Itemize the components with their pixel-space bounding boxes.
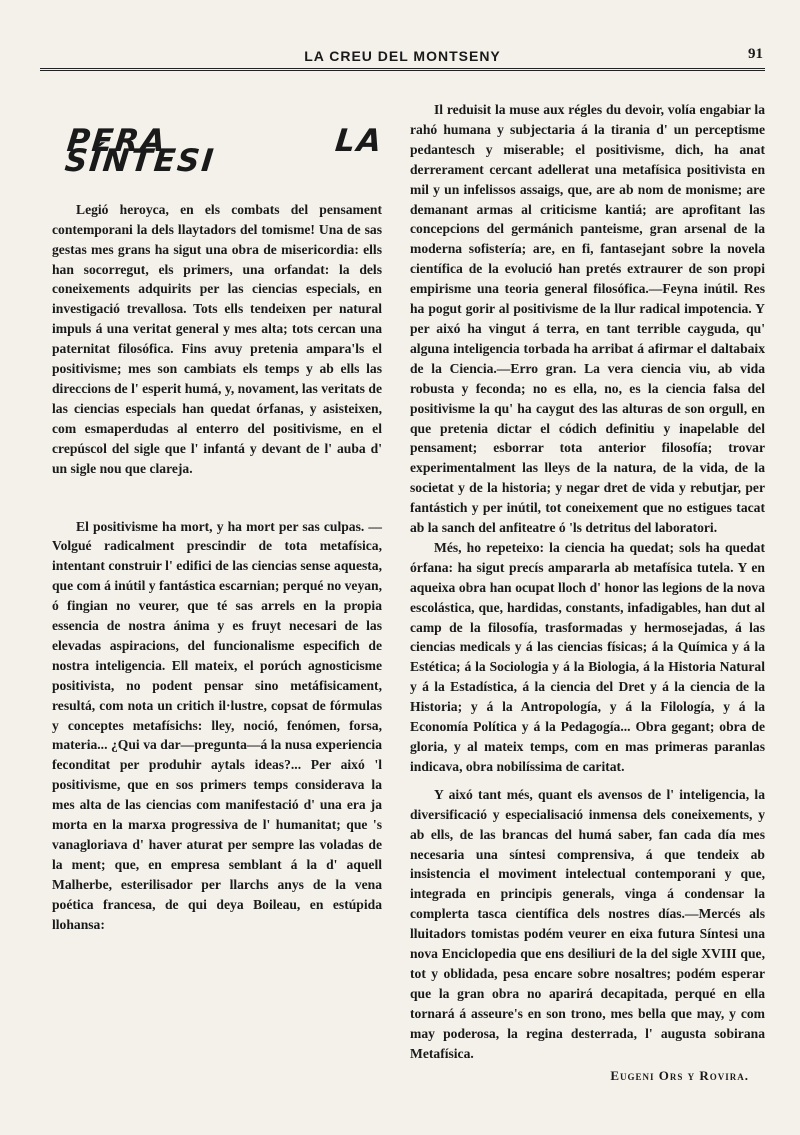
right-column	[410, 100, 765, 1085]
paragraph: Legió heroyca, en els combats del pensament contemporani la dels llaytadors del tomisme! Una de sas gestas mes grans ha sigut una obra de misericordia: ells han socorregut, els primers, una orfandat: la dels coneixements adquirits per las ciencias especials, en investigació trevallosa. Tots ells tendeixen per natural impuls á una veritat general y mes alta; tots cercan una paternitat filosófica. Fins avuy pretenia ampara'ls el positivisme; mes son cambiats els temps y ab ells las direccions de l' esperit humá, y, novament, las veritats de las ciencias especials han quedat órfanas, y asisteixen, com esmaperdudas al enterro del positivisme, en el crepúscol del sigle que l' infantá y devant de l' auba d' un sigle nou que clareja.	[52, 201, 382, 476]
page-number: 91	[748, 46, 763, 62]
paragraph: Més, ho repeteixo: la ciencia ha quedat; sols ha quedat órfana: ha sigut precís ampararla ab metafísica tutela. Y en aqueixa obra han ocupat lloch d' honor las legions de la nova escolástica, que, hardidas, constants, infadigables, han dut al camp de la filosofía, trasformadas y hermosejadas, á las ciencias medicals y á las ciencias físicas; á la Química y á la Estética; á la Sociologia y á la Biologia, á la Historia Natural y á la Estadística, á la ciencia del Dret y á la ciencia de la Historia; y á la Antropología, y á la Filología, y á la Economía Política y á la Pedagogía... Obra gegant; obra de gloria, y al mateix temps, com en mas primeras paranlas indicava, obra nobilíssima de caritat.	[410, 539, 765, 774]
left-column	[52, 100, 386, 935]
paragraph: El positivisme ha mort, y ha mort per sas culpas. —Volgué radicalment prescindir de tota metafísica, intentant construir l' edifici de las ciencias sense aquesta, que com á inútil y fantástica escarnian; perqué no veyan, ó fingian no veurer, que té sas arrels en la propia essencia de nostra ánima y es fruyt necesari de las elevadas aspiracions, del funcionalisme especifich de nostra inteligencia. Ell mateix, el porúch agnosticisme positivista, no podent pensar sino metáfisicament, resultá, com nota un critich il·lustre, copsat de fórmulas y conceptes metafísichs: lley, noció, fenómen, forsa, materia... ¿Qui va dar—pregunta—á la nusa experiencia feconditat per produhir aytals ideas?... Per aixó 'l positivisme, que en sos primers temps considerava la mes alta de las ciencias com manifestació d' una era ja morta en la marxa progressiva de l' humanitat; que 's vanagloriava d' haver aturat per sempre las voladas de la ment; que, en empresa semblant á la d' aquell Malherbe, esterilisador per llarchs anys de la vena poética francesa, de qui deya Boileau, en estúpida llohansa:	[52, 518, 382, 932]
article-title: PERA LA SÍNTESI	[63, 123, 386, 179]
author-signature: Eugeni Ors y Rovira.	[610, 1067, 749, 1083]
running-header	[40, 44, 765, 71]
paragraph: Il reduisit la muse aux régles du devoir, volía engabiar la rahó humana y subjectaria á la tirania d' un perceptisme pedantesch y miserable; el positivisme, dich, ha anat derrerament cercant adellerat una metafísica positivista en mil y un infelissos assaigs, que, are ab nom de monisme; are demanant armas al criticisme kantiá; are aprofitant las concepcions del germánich panteisme, gran arsenal de la moderna sofistería; are, en fi, fantasejant sobre la novela científica de la evolució han pretés extraurer de son propi empirisme una teoria general filosófica.—Feyna inútil. Res ha pogut gorir al positivisme de la llur radical impotencia. Y per aixó ha vingut á terra, en tant terrible caygudа, qu' alguna inteligencia torbada ha arribat á afirmar el daltabaix de la Ciencia.—Erro gran. La vera ciencia viu, ab vida robusta y feconda; no es ella, no, es la ciencia falsa del positivisme la qu' ha caygut des las alturas de son orgull, en que pretenia dictar el códich definitiu y inapelable del pensament; esborrar tota anterior filosofía; trovar experimentalment las lleys de la natura, de la vida, de la societat y de la historia; y negar dret de vida y rebutjar, per fantástich y per inútil, tot coneixement que no estigues tacat ab la sanch del anfiteatre ó 'ls detritus del laboratori.	[410, 102, 765, 536]
paragraph: Y aixó tant més, quant els avensos de l' inteligencia, la diversificació y especialisació inmensa dels coneixements, y ab ells, de las brancas del humá saber, fan cada día mes necesaria una síntesi comprensiva, á que tendeix ab insistencia el moviment intelectual contemporani y que, integrada en principis generals, vinga á condensar la complerta tasca científica dels nostres días.—Mercés als lluitadors tomistas podém veurer en eixa futura Síntesi una nova Enciclopedia que ens desiliuri de la del sigle XVIII que, tot y oblidada, pesa encare sobre nosaltres; podém esperar que la gran obra no aparirá decapitada, perqué en ella tornará á asseure's en son trono, mes bella que may, y com may poderosa, la regina desterrada, l' augusta sobirana Metafísica.	[410, 786, 765, 1061]
publication-title: LA CREU DEL MONTSENY	[304, 48, 501, 64]
